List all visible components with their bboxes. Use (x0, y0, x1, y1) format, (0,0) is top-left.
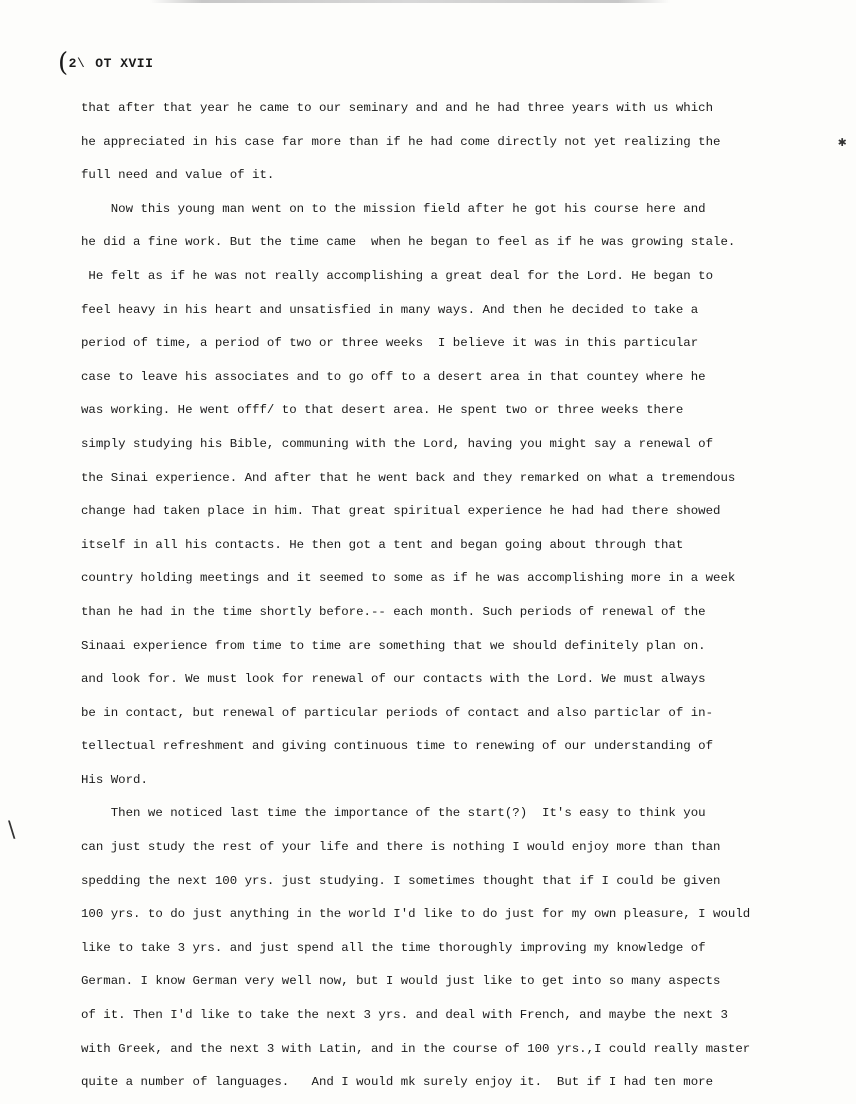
text-line: Sinaai experience from time to time are something that we should definitely plan on. (81, 638, 706, 653)
text-line: like to take 3 yrs. and just spend all the time thoroughly improving my knowledge of (81, 940, 706, 955)
header-section: XVII (120, 56, 154, 71)
text-line: he appreciated in his case far more than if he had come directly not yet realizing the (81, 134, 721, 149)
margin-stroke: \ (8, 818, 16, 843)
text-line: tellectual refreshment and giving continuous time to renewing of our understanding of (81, 739, 714, 754)
text-line: feel heavy in his heart and unsatisfied in many ways. And then he decided to take a (81, 302, 699, 317)
text-line: he did a fine work. But the time came when he began to feel as if he was growing stale. (81, 235, 736, 250)
text-line: case to leave his associates and to go off to a desert area in that countey where he (81, 369, 706, 384)
text-line: change had taken place in him. That great spiritual experience he had had there showed (81, 504, 721, 519)
page-number: 2 (68, 56, 77, 71)
text-line: German. I know German very well now, but I would just like to get into so many aspects (81, 974, 721, 989)
text-line: spedding the next 100 yrs. just studying. I sometimes thought that if I could be given (81, 873, 721, 888)
text-line: and look for. We must look for renewal of our contacts with the Lord. We must always (81, 672, 706, 687)
text-line: He felt as if he was not really accomplishing a great deal for the Lord. He began to (81, 268, 714, 283)
text-line: His Word. (81, 772, 148, 787)
body-text (81, 92, 851, 1100)
text-line: country holding meetings and it seemed to some as if he was accomplishing more in a week (81, 571, 736, 586)
header-code: OT (95, 56, 112, 71)
scan-speck: ✱ (838, 135, 847, 151)
header-paren: ( (58, 48, 69, 78)
text-line: Now this young man went on to the mission field after he got his course here and (81, 201, 706, 216)
scan-top-edge (150, 0, 670, 3)
text-line: period of time, a period of two or three weeks I believe it was in this particular (81, 336, 699, 351)
text-line: 100 yrs. to do just anything in the world I'd like to do just for my own pleasure, I would (81, 907, 751, 922)
text-line: with Greek, and the next 3 with Latin, and in the course of 100 yrs.,I could really master (81, 1041, 751, 1056)
text-line: quite a number of languages. And I would mk surely enjoy it. But if I had ten more (81, 1075, 714, 1090)
text-line: that after that year he came to our seminary and and he had three years with us which (81, 101, 714, 115)
text-line: the Sinai experience. And after that he went back and they remarked on what a tremendous (81, 470, 736, 485)
page-header (58, 44, 154, 78)
text-line: can just study the rest of your life and there is nothing I would enjoy more than than (81, 840, 721, 855)
text-line: itself in all his contacts. He then got a tent and began going about through that (81, 537, 684, 552)
text-line: full need and value of it. (81, 168, 275, 183)
text-line: be in contact, but renewal of particular periods of contact and also particlar of in- (81, 705, 714, 720)
header-slash: \ (76, 56, 86, 71)
text-line: than he had in the time shortly before.-- each month. Such periods of renewal of the (81, 604, 706, 619)
text-line: simply studying his Bible, communing with the Lord, having you might say a renewal of (81, 436, 714, 451)
text-line: was working. He went offf/ to that desert area. He spent two or three weeks there (81, 403, 684, 418)
text-line: of it. Then I'd like to take the next 3 yrs. and deal with French, and maybe the next 3 (81, 1008, 728, 1023)
text-line: Then we noticed last time the importance of the start(?) It's easy to think you (81, 806, 706, 821)
